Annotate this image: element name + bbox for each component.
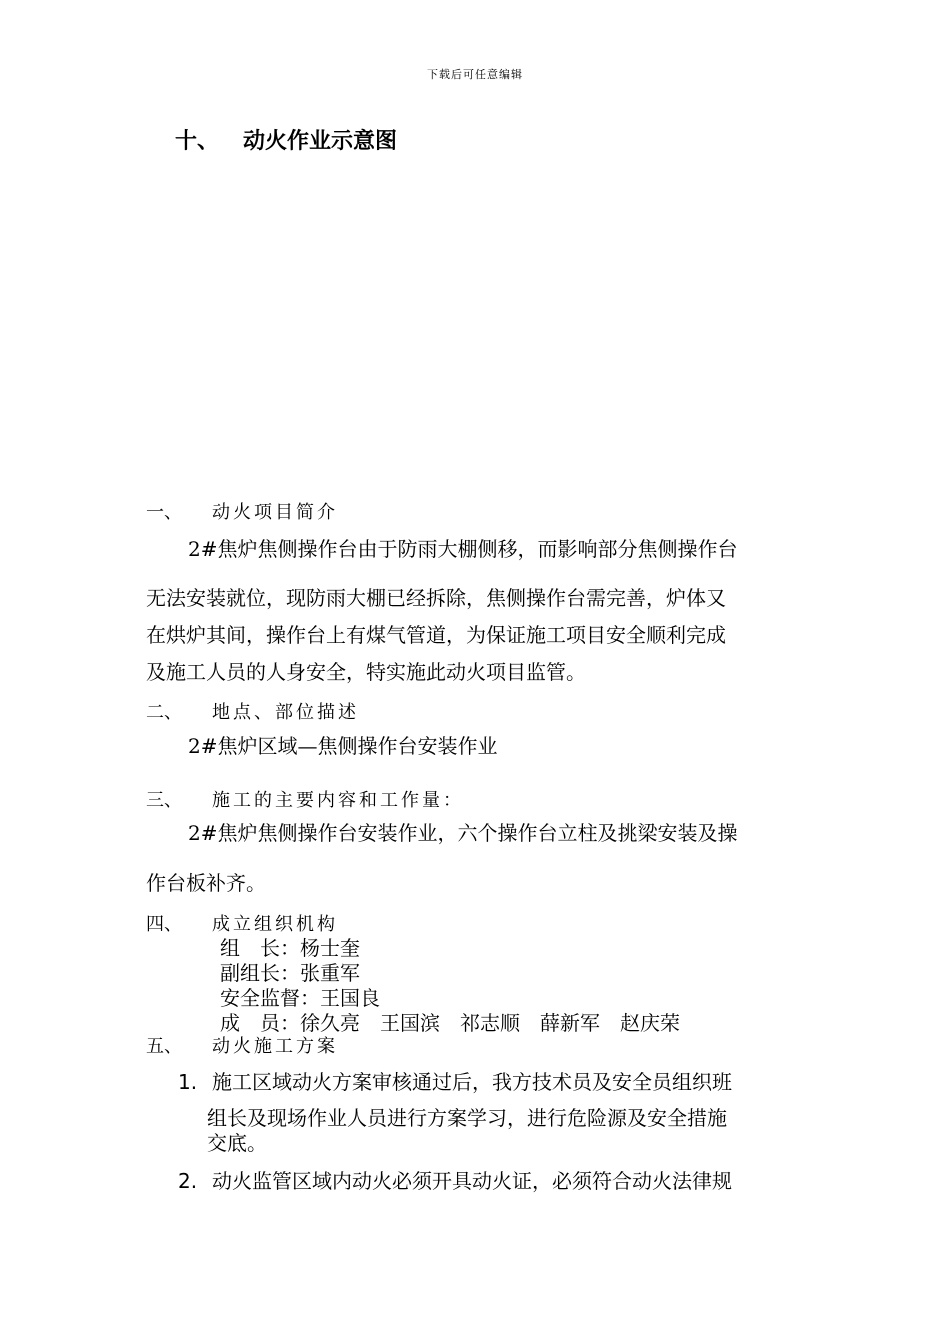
plan-item-1-line-1: 施工区域动火方案审核通过后，我方技术员及安全员组织班	[212, 1070, 732, 1094]
section-title-diagram	[175, 124, 397, 155]
intro-line-1: 2#焦炉焦侧操作台由于防雨大棚侧移，而影响部分焦侧操作台	[188, 537, 738, 561]
org-deputy: 副组长：张重军	[220, 961, 360, 985]
plan-item-1-line-3: 交底。	[207, 1131, 267, 1155]
section-heading-2	[146, 698, 359, 724]
content-line-2: 作台板补齐。	[146, 871, 266, 895]
title-number: 十、	[175, 129, 220, 154]
title-text: 动火作业示意图	[243, 129, 398, 154]
content-line-1: 2#焦炉焦侧操作台安装作业，六个操作台立柱及挑梁安装及操	[188, 821, 738, 845]
section-number: 二、	[146, 702, 182, 723]
page-header: 下载后可任意编辑	[427, 68, 523, 81]
org-safety: 安全监督：王国良	[220, 986, 380, 1010]
intro-line-4: 及施工人员的人身安全，特实施此动火项目监管。	[146, 660, 586, 684]
intro-line-2: 无法安装就位，现防雨大棚已经拆除，焦侧操作台需完善，炉体又	[146, 586, 726, 610]
section-heading-3	[146, 786, 464, 812]
section-number: 五、	[146, 1036, 182, 1057]
section-heading-1	[146, 498, 338, 524]
section-heading-5	[146, 1032, 338, 1058]
plan-item-1-number: 1.	[178, 1070, 198, 1094]
org-leader: 组 长：杨士奎	[220, 936, 360, 960]
section-title: 动火施工方案	[212, 1036, 338, 1057]
location-line: 2#焦炉区域—焦侧操作台安装作业	[188, 734, 498, 758]
section-number: 三、	[146, 790, 182, 811]
plan-item-1-line-2: 组长及现场作业人员进行方案学习，进行危险源及安全措施	[207, 1106, 727, 1130]
plan-item-2-number: 2.	[178, 1169, 198, 1193]
section-title: 地点、部位描述	[212, 702, 359, 723]
plan-item-2-line-1: 动火监管区域内动火必须开具动火证，必须符合动火法律规	[212, 1169, 732, 1193]
section-title: 动火项目简介	[212, 502, 338, 523]
section-number: 一、	[146, 502, 182, 523]
section-title: 成立组织机构	[212, 914, 338, 935]
section-title: 施工的主要内容和工作量：	[212, 790, 464, 811]
intro-line-3: 在烘炉其间，操作台上有煤气管道，为保证施工项目安全顺利完成	[146, 623, 726, 647]
section-number: 四、	[146, 914, 182, 935]
org-members: 成 员：徐久亮 王国滨 祁志顺 薛新军 赵庆荣	[220, 1011, 680, 1035]
